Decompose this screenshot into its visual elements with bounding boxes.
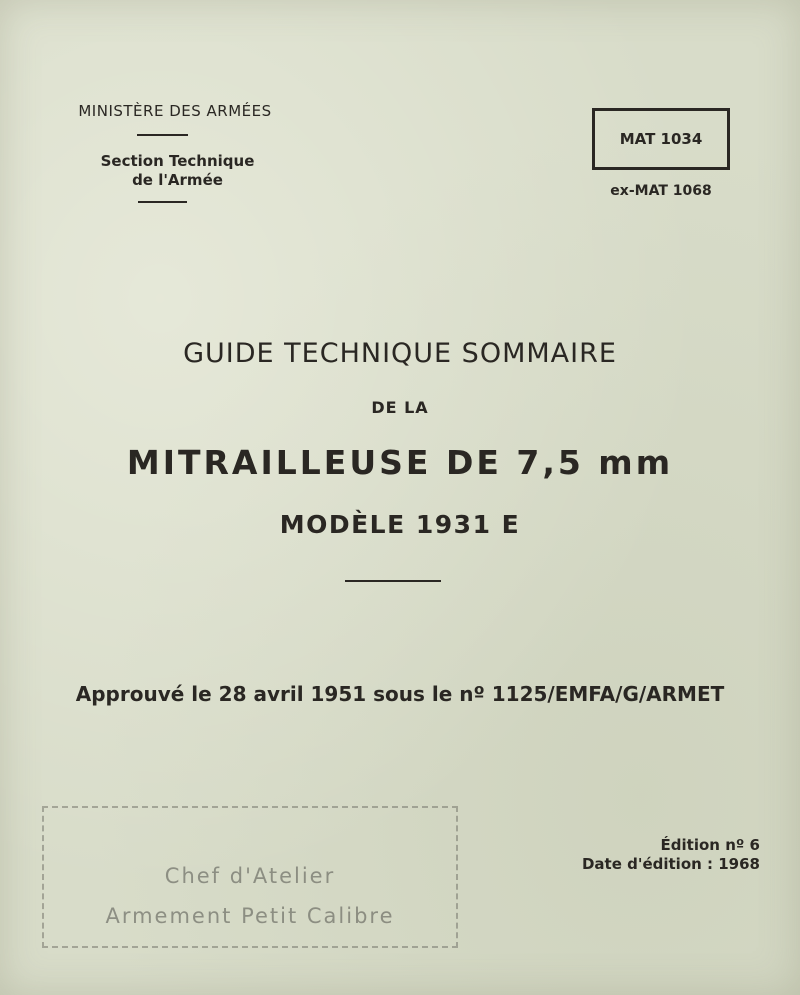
title-line-4: MODÈLE 1931 E — [279, 510, 521, 539]
stamp-line-2: Armement Petit Calibre — [105, 904, 395, 928]
section-line-1: Section Technique — [100, 152, 255, 170]
ministry-divider — [137, 134, 188, 136]
edition-info — [500, 836, 760, 874]
title-line-3: MITRAILLEUSE DE 7,5 mm — [126, 443, 674, 482]
title-line-2: DE LA — [371, 398, 429, 417]
workshop-stamp — [42, 806, 458, 948]
ex-mat-code: ex-MAT 1068 — [610, 183, 712, 199]
edition-date: Date d'édition : 1968 — [581, 855, 760, 873]
issuing-section — [40, 152, 315, 190]
stamp-line-1: Chef d'Atelier — [164, 864, 336, 888]
section-divider — [138, 201, 187, 203]
approval-statement: Approuvé le 28 avril 1951 sous le nº 1125/EMFA/G/ARMET — [75, 682, 725, 706]
edition-number: Édition nº 6 — [660, 836, 760, 854]
title-divider — [345, 580, 441, 582]
ministry-name: MINISTÈRE DES ARMÉES — [78, 102, 272, 120]
title-line-1: GUIDE TECHNIQUE SOMMAIRE — [183, 338, 617, 369]
mat-code-box — [592, 108, 730, 170]
section-line-2: de l'Armée — [132, 171, 223, 189]
mat-code: MAT 1034 — [619, 130, 703, 148]
